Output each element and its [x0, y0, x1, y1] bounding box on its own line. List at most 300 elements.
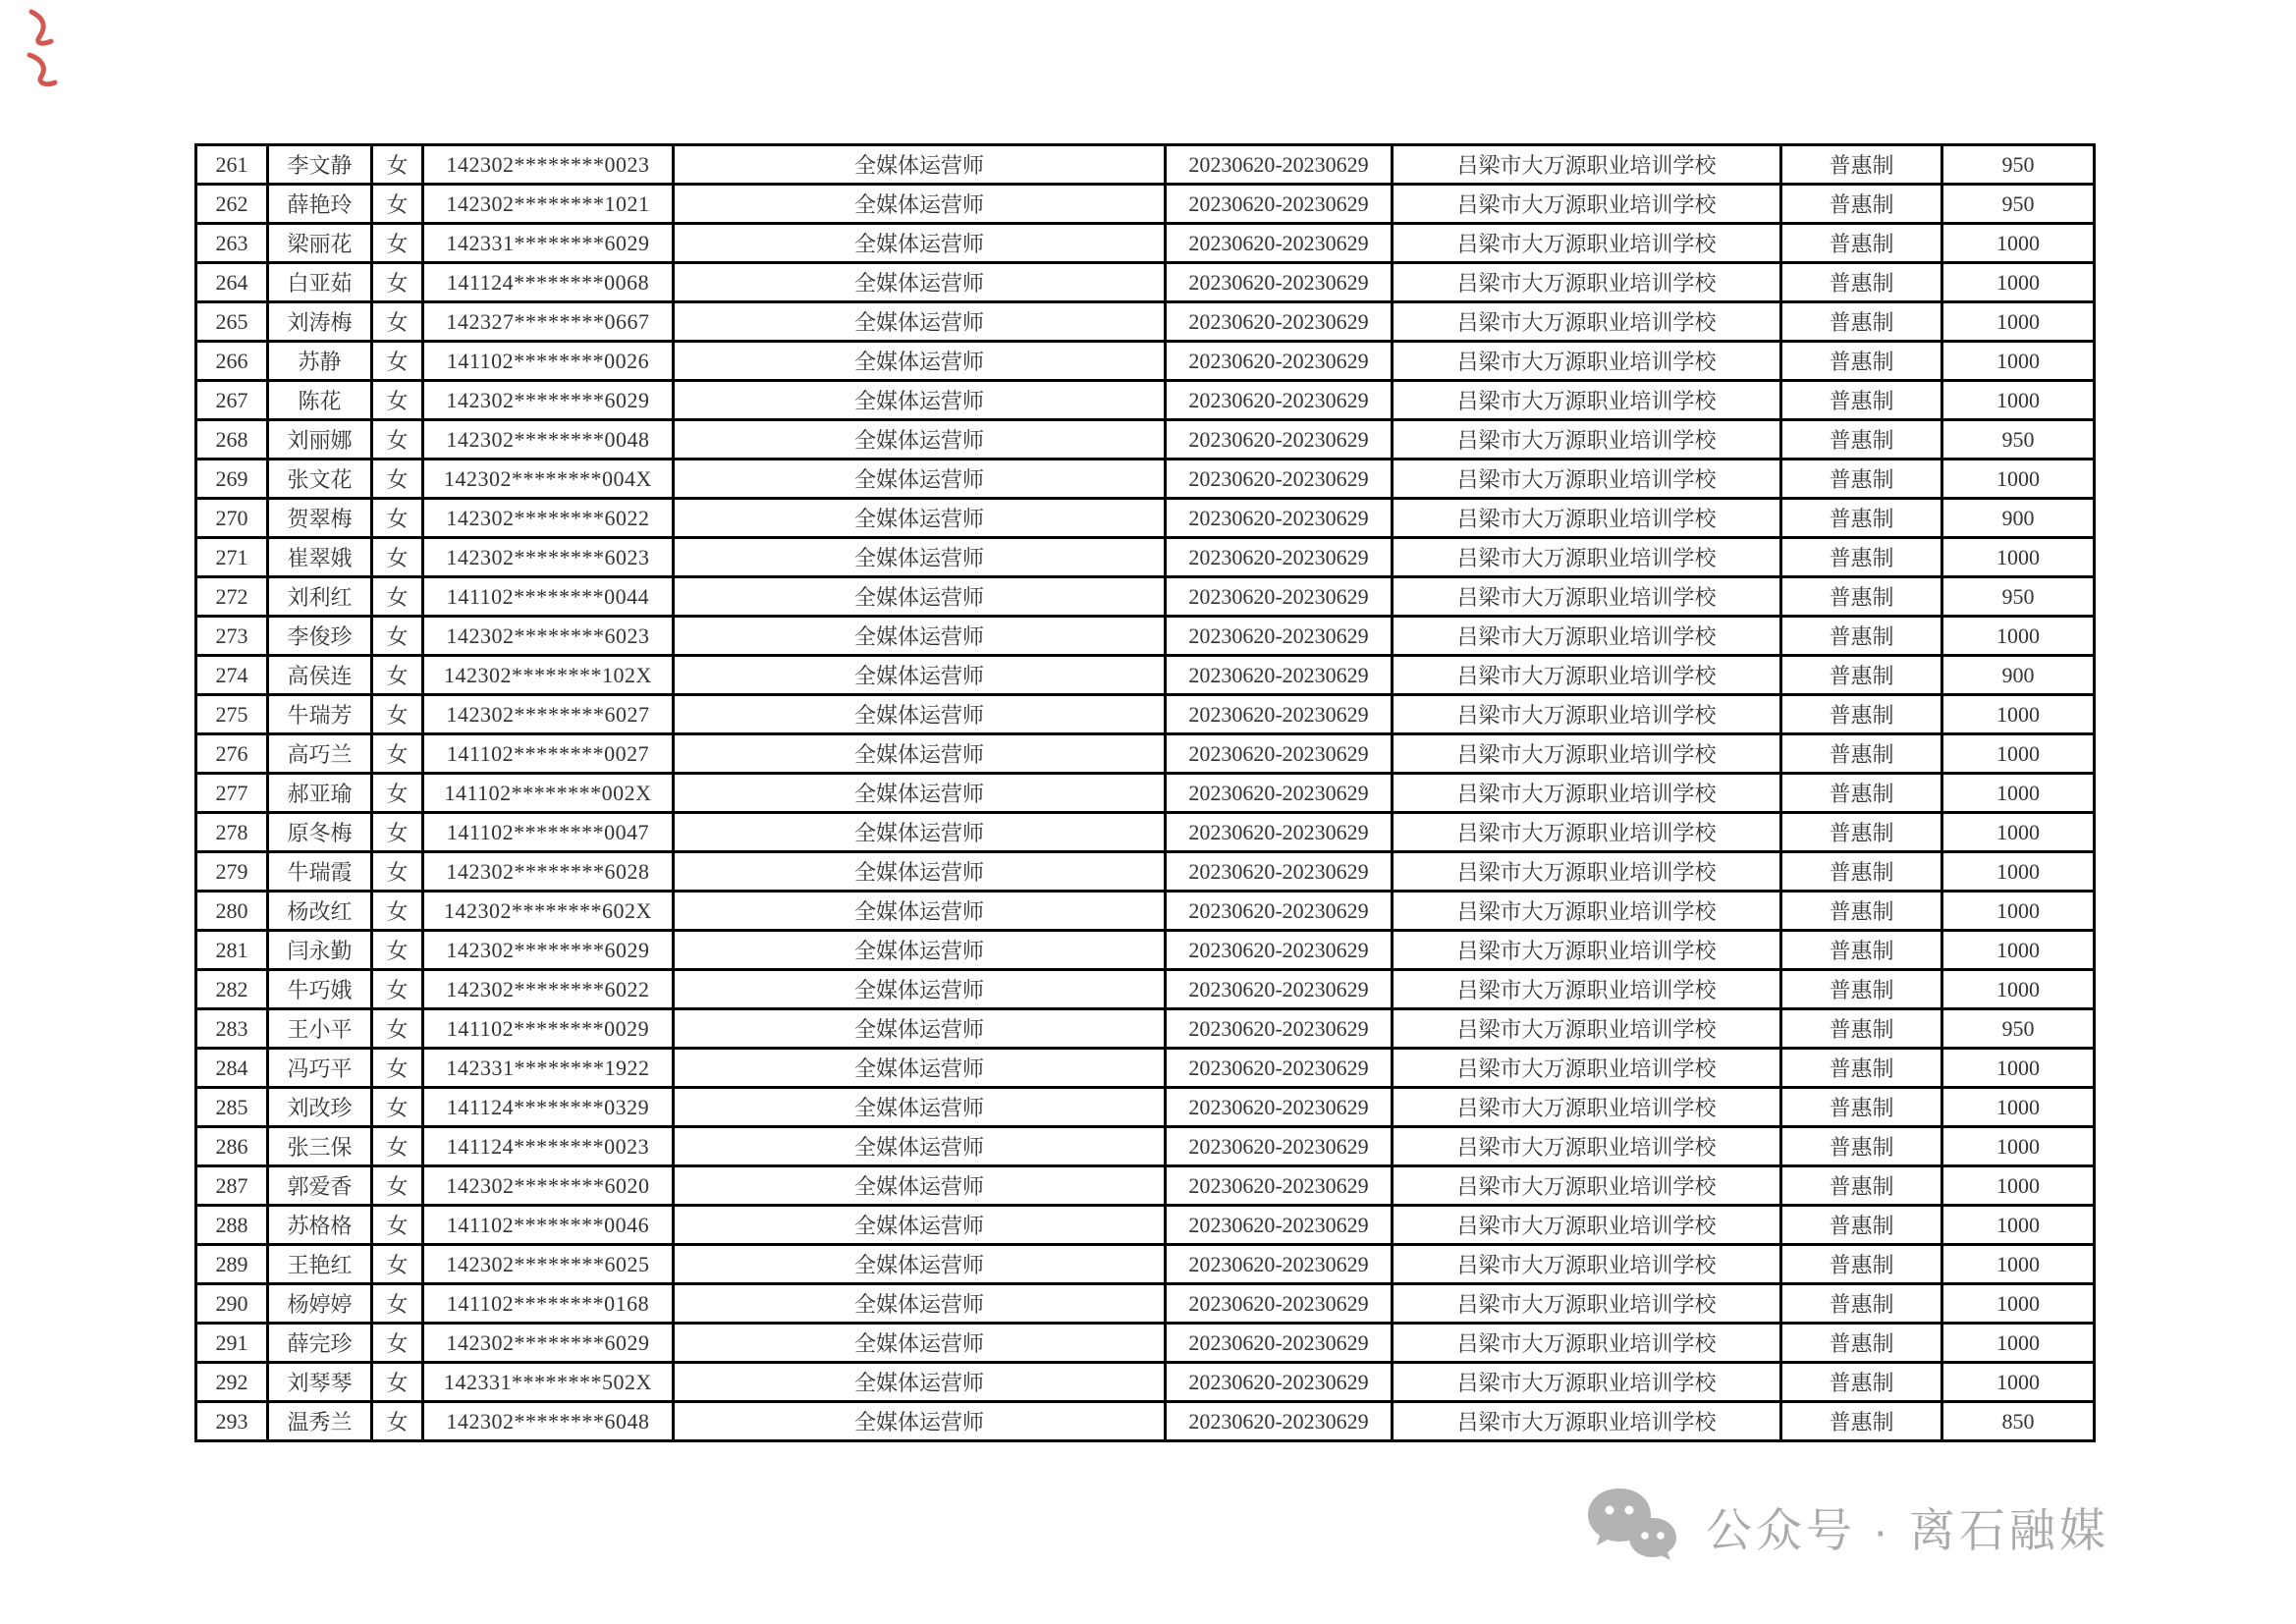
occupation-cell: 全媒体运营师	[674, 185, 1166, 224]
training-school-cell: 吕梁市大万源职业培训学校	[1393, 460, 1781, 499]
id-number-cell: 142331********502X	[423, 1363, 674, 1402]
name-cell: 高巧兰	[268, 734, 372, 774]
row-number-cell: 269	[196, 460, 268, 499]
occupation-cell: 全媒体运营师	[674, 224, 1166, 263]
gender-cell: 女	[372, 1363, 423, 1402]
amount-cell: 1000	[1942, 1245, 2095, 1284]
gender-cell: 女	[372, 1284, 423, 1324]
gender-cell: 女	[372, 342, 423, 381]
occupation-cell: 全媒体运营师	[674, 420, 1166, 460]
amount-cell: 1000	[1942, 617, 2095, 656]
amount-cell: 1000	[1942, 342, 2095, 381]
id-number-cell: 142302********0048	[423, 420, 674, 460]
row-number-cell: 270	[196, 499, 268, 538]
id-number-cell: 142302********6048	[423, 1402, 674, 1441]
row-number-cell: 291	[196, 1324, 268, 1363]
gender-cell: 女	[372, 538, 423, 577]
name-cell: 张文花	[268, 460, 372, 499]
training-school-cell: 吕梁市大万源职业培训学校	[1393, 302, 1781, 342]
table-row	[196, 970, 2095, 1009]
table-row	[196, 1363, 2095, 1402]
gender-cell: 女	[372, 970, 423, 1009]
name-cell: 李文静	[268, 145, 372, 185]
amount-cell: 1000	[1942, 460, 2095, 499]
training-school-cell: 吕梁市大万源职业培训学校	[1393, 656, 1781, 695]
occupation-cell: 全媒体运营师	[674, 1127, 1166, 1166]
table-row	[196, 1402, 2095, 1441]
name-cell: 王艳红	[268, 1245, 372, 1284]
table-row	[196, 656, 2095, 695]
row-number-cell: 274	[196, 656, 268, 695]
training-school-cell: 吕梁市大万源职业培训学校	[1393, 342, 1781, 381]
row-number-cell: 266	[196, 342, 268, 381]
table-row	[196, 892, 2095, 931]
training-period-cell: 20230620-20230629	[1166, 970, 1393, 1009]
gender-cell: 女	[372, 1245, 423, 1284]
id-number-cell: 141102********0046	[423, 1206, 674, 1245]
amount-cell: 1000	[1942, 224, 2095, 263]
training-school-cell: 吕梁市大万源职业培训学校	[1393, 1284, 1781, 1324]
training-type-cell: 普惠制	[1781, 460, 1942, 499]
training-period-cell: 20230620-20230629	[1166, 1363, 1393, 1402]
training-school-cell: 吕梁市大万源职业培训学校	[1393, 1009, 1781, 1049]
occupation-cell: 全媒体运营师	[674, 1009, 1166, 1049]
gender-cell: 女	[372, 1206, 423, 1245]
amount-cell: 1000	[1942, 734, 2095, 774]
table-row	[196, 1284, 2095, 1324]
name-cell: 牛瑞芳	[268, 695, 372, 734]
training-type-cell: 普惠制	[1781, 1402, 1942, 1441]
training-school-cell: 吕梁市大万源职业培训学校	[1393, 931, 1781, 970]
training-school-cell: 吕梁市大万源职业培训学校	[1393, 185, 1781, 224]
name-cell: 刘琴琴	[268, 1363, 372, 1402]
training-period-cell: 20230620-20230629	[1166, 695, 1393, 734]
red-pen-marks	[18, 4, 86, 97]
occupation-cell: 全媒体运营师	[674, 302, 1166, 342]
row-number-cell: 292	[196, 1363, 268, 1402]
training-type-cell: 普惠制	[1781, 931, 1942, 970]
training-type-cell: 普惠制	[1781, 263, 1942, 302]
training-period-cell: 20230620-20230629	[1166, 420, 1393, 460]
table-row	[196, 420, 2095, 460]
training-type-cell: 普惠制	[1781, 617, 1942, 656]
name-cell: 白亚茹	[268, 263, 372, 302]
amount-cell: 1000	[1942, 892, 2095, 931]
table-row	[196, 774, 2095, 813]
row-number-cell: 272	[196, 577, 268, 617]
amount-cell: 1000	[1942, 774, 2095, 813]
training-type-cell: 普惠制	[1781, 1049, 1942, 1088]
id-number-cell: 142302********6025	[423, 1245, 674, 1284]
amount-cell: 950	[1942, 420, 2095, 460]
training-type-cell: 普惠制	[1781, 970, 1942, 1009]
name-cell: 原冬梅	[268, 813, 372, 852]
training-type-cell: 普惠制	[1781, 538, 1942, 577]
row-number-cell: 286	[196, 1127, 268, 1166]
name-cell: 张三保	[268, 1127, 372, 1166]
training-period-cell: 20230620-20230629	[1166, 185, 1393, 224]
name-cell: 刘涛梅	[268, 302, 372, 342]
table-row	[196, 263, 2095, 302]
occupation-cell: 全媒体运营师	[674, 1284, 1166, 1324]
training-type-cell: 普惠制	[1781, 145, 1942, 185]
id-number-cell: 142327********0667	[423, 302, 674, 342]
training-period-cell: 20230620-20230629	[1166, 1324, 1393, 1363]
gender-cell: 女	[372, 852, 423, 892]
id-number-cell: 141102********0027	[423, 734, 674, 774]
table-row	[196, 145, 2095, 185]
table-row	[196, 577, 2095, 617]
row-number-cell: 284	[196, 1049, 268, 1088]
training-type-cell: 普惠制	[1781, 185, 1942, 224]
training-school-cell: 吕梁市大万源职业培训学校	[1393, 892, 1781, 931]
training-school-cell: 吕梁市大万源职业培训学校	[1393, 1049, 1781, 1088]
occupation-cell: 全媒体运营师	[674, 1324, 1166, 1363]
id-number-cell: 142302********602X	[423, 892, 674, 931]
training-period-cell: 20230620-20230629	[1166, 342, 1393, 381]
training-school-cell: 吕梁市大万源职业培训学校	[1393, 1363, 1781, 1402]
gender-cell: 女	[372, 460, 423, 499]
amount-cell: 1000	[1942, 1127, 2095, 1166]
occupation-cell: 全媒体运营师	[674, 577, 1166, 617]
training-period-cell: 20230620-20230629	[1166, 1284, 1393, 1324]
row-number-cell: 275	[196, 695, 268, 734]
occupation-cell: 全媒体运营师	[674, 1363, 1166, 1402]
row-number-cell: 283	[196, 1009, 268, 1049]
row-number-cell: 264	[196, 263, 268, 302]
id-number-cell: 142302********6027	[423, 695, 674, 734]
training-type-cell: 普惠制	[1781, 695, 1942, 734]
training-school-cell: 吕梁市大万源职业培训学校	[1393, 420, 1781, 460]
training-type-cell: 普惠制	[1781, 892, 1942, 931]
training-period-cell: 20230620-20230629	[1166, 656, 1393, 695]
occupation-cell: 全媒体运营师	[674, 1402, 1166, 1441]
table-row	[196, 1206, 2095, 1245]
training-type-cell: 普惠制	[1781, 813, 1942, 852]
table-row	[196, 342, 2095, 381]
amount-cell: 1000	[1942, 302, 2095, 342]
id-number-cell: 141102********0168	[423, 1284, 674, 1324]
training-school-cell: 吕梁市大万源职业培训学校	[1393, 774, 1781, 813]
table-row	[196, 695, 2095, 734]
training-period-cell: 20230620-20230629	[1166, 774, 1393, 813]
occupation-cell: 全媒体运营师	[674, 1088, 1166, 1127]
gender-cell: 女	[372, 656, 423, 695]
table-row	[196, 617, 2095, 656]
training-school-cell: 吕梁市大万源职业培训学校	[1393, 1402, 1781, 1441]
wechat-icon	[1586, 1485, 1680, 1569]
amount-cell: 1000	[1942, 852, 2095, 892]
occupation-cell: 全媒体运营师	[674, 1245, 1166, 1284]
id-number-cell: 142302********6029	[423, 381, 674, 420]
name-cell: 牛巧娥	[268, 970, 372, 1009]
row-number-cell: 281	[196, 931, 268, 970]
training-type-cell: 普惠制	[1781, 734, 1942, 774]
id-number-cell: 141124********0023	[423, 1127, 674, 1166]
id-number-cell: 142302********0023	[423, 145, 674, 185]
gender-cell: 女	[372, 1049, 423, 1088]
row-number-cell: 265	[196, 302, 268, 342]
occupation-cell: 全媒体运营师	[674, 931, 1166, 970]
occupation-cell: 全媒体运营师	[674, 145, 1166, 185]
amount-cell: 900	[1942, 656, 2095, 695]
training-period-cell: 20230620-20230629	[1166, 1245, 1393, 1284]
gender-cell: 女	[372, 263, 423, 302]
amount-cell: 950	[1942, 185, 2095, 224]
training-type-cell: 普惠制	[1781, 1363, 1942, 1402]
training-type-cell: 普惠制	[1781, 1009, 1942, 1049]
training-type-cell: 普惠制	[1781, 852, 1942, 892]
training-type-cell: 普惠制	[1781, 1284, 1942, 1324]
gender-cell: 女	[372, 499, 423, 538]
training-school-cell: 吕梁市大万源职业培训学校	[1393, 577, 1781, 617]
amount-cell: 1000	[1942, 931, 2095, 970]
name-cell: 杨改红	[268, 892, 372, 931]
amount-cell: 1000	[1942, 695, 2095, 734]
training-school-cell: 吕梁市大万源职业培训学校	[1393, 1088, 1781, 1127]
amount-cell: 900	[1942, 499, 2095, 538]
row-number-cell: 276	[196, 734, 268, 774]
training-type-cell: 普惠制	[1781, 499, 1942, 538]
name-cell: 陈花	[268, 381, 372, 420]
name-cell: 牛瑞霞	[268, 852, 372, 892]
amount-cell: 1000	[1942, 1324, 2095, 1363]
table-row	[196, 1324, 2095, 1363]
training-period-cell: 20230620-20230629	[1166, 931, 1393, 970]
training-type-cell: 普惠制	[1781, 224, 1942, 263]
occupation-cell: 全媒体运营师	[674, 538, 1166, 577]
training-type-cell: 普惠制	[1781, 656, 1942, 695]
amount-cell: 950	[1942, 1009, 2095, 1049]
training-type-cell: 普惠制	[1781, 1206, 1942, 1245]
name-cell: 闫永勤	[268, 931, 372, 970]
training-type-cell: 普惠制	[1781, 1166, 1942, 1206]
training-period-cell: 20230620-20230629	[1166, 499, 1393, 538]
table-row	[196, 185, 2095, 224]
gender-cell: 女	[372, 617, 423, 656]
name-cell: 苏格格	[268, 1206, 372, 1245]
id-number-cell: 142331********6029	[423, 224, 674, 263]
name-cell: 刘丽娜	[268, 420, 372, 460]
gender-cell: 女	[372, 1088, 423, 1127]
amount-cell: 1000	[1942, 538, 2095, 577]
id-number-cell: 142331********1922	[423, 1049, 674, 1088]
id-number-cell: 142302********004X	[423, 460, 674, 499]
table-row	[196, 1049, 2095, 1088]
training-period-cell: 20230620-20230629	[1166, 617, 1393, 656]
occupation-cell: 全媒体运营师	[674, 460, 1166, 499]
name-cell: 薛完珍	[268, 1324, 372, 1363]
training-period-cell: 20230620-20230629	[1166, 577, 1393, 617]
row-number-cell: 279	[196, 852, 268, 892]
training-type-cell: 普惠制	[1781, 420, 1942, 460]
name-cell: 杨婷婷	[268, 1284, 372, 1324]
name-cell: 温秀兰	[268, 1402, 372, 1441]
watermark	[1586, 1485, 2109, 1569]
training-school-cell: 吕梁市大万源职业培训学校	[1393, 499, 1781, 538]
gender-cell: 女	[372, 774, 423, 813]
row-number-cell: 282	[196, 970, 268, 1009]
row-number-cell: 278	[196, 813, 268, 852]
table-row	[196, 224, 2095, 263]
table-row	[196, 302, 2095, 342]
table-row	[196, 1245, 2095, 1284]
amount-cell: 850	[1942, 1402, 2095, 1441]
row-number-cell: 261	[196, 145, 268, 185]
training-school-cell: 吕梁市大万源职业培训学校	[1393, 1166, 1781, 1206]
training-type-cell: 普惠制	[1781, 1245, 1942, 1284]
gender-cell: 女	[372, 931, 423, 970]
amount-cell: 1000	[1942, 970, 2095, 1009]
id-number-cell: 142302********6029	[423, 1324, 674, 1363]
training-period-cell: 20230620-20230629	[1166, 1206, 1393, 1245]
id-number-cell: 142302********102X	[423, 656, 674, 695]
row-number-cell: 273	[196, 617, 268, 656]
training-school-cell: 吕梁市大万源职业培训学校	[1393, 695, 1781, 734]
training-period-cell: 20230620-20230629	[1166, 538, 1393, 577]
id-number-cell: 141102********0029	[423, 1009, 674, 1049]
name-cell: 梁丽花	[268, 224, 372, 263]
training-school-cell: 吕梁市大万源职业培训学校	[1393, 1245, 1781, 1284]
occupation-cell: 全媒体运营师	[674, 617, 1166, 656]
table-row	[196, 1088, 2095, 1127]
watermark-text: 公众号 · 离石融媒	[1706, 1503, 2109, 1556]
row-number-cell: 267	[196, 381, 268, 420]
table-row	[196, 381, 2095, 420]
id-number-cell: 142302********6020	[423, 1166, 674, 1206]
occupation-cell: 全媒体运营师	[674, 695, 1166, 734]
id-number-cell: 142302********6022	[423, 970, 674, 1009]
name-cell: 刘改珍	[268, 1088, 372, 1127]
training-period-cell: 20230620-20230629	[1166, 145, 1393, 185]
occupation-cell: 全媒体运营师	[674, 499, 1166, 538]
gender-cell: 女	[372, 813, 423, 852]
training-school-cell: 吕梁市大万源职业培训学校	[1393, 381, 1781, 420]
occupation-cell: 全媒体运营师	[674, 813, 1166, 852]
training-type-cell: 普惠制	[1781, 774, 1942, 813]
training-period-cell: 20230620-20230629	[1166, 1049, 1393, 1088]
training-school-cell: 吕梁市大万源职业培训学校	[1393, 852, 1781, 892]
id-number-cell: 142302********6022	[423, 499, 674, 538]
training-period-cell: 20230620-20230629	[1166, 1127, 1393, 1166]
amount-cell: 1000	[1942, 1284, 2095, 1324]
table-row	[196, 813, 2095, 852]
amount-cell: 1000	[1942, 1363, 2095, 1402]
training-school-cell: 吕梁市大万源职业培训学校	[1393, 617, 1781, 656]
gender-cell: 女	[372, 302, 423, 342]
gender-cell: 女	[372, 1127, 423, 1166]
row-number-cell: 271	[196, 538, 268, 577]
gender-cell: 女	[372, 1324, 423, 1363]
occupation-cell: 全媒体运营师	[674, 852, 1166, 892]
amount-cell: 1000	[1942, 1206, 2095, 1245]
row-number-cell: 287	[196, 1166, 268, 1206]
row-number-cell: 290	[196, 1284, 268, 1324]
table-row	[196, 499, 2095, 538]
training-type-cell: 普惠制	[1781, 302, 1942, 342]
amount-cell: 1000	[1942, 1049, 2095, 1088]
table-row	[196, 1166, 2095, 1206]
id-number-cell: 141102********0047	[423, 813, 674, 852]
id-number-cell: 142302********1021	[423, 185, 674, 224]
training-period-cell: 20230620-20230629	[1166, 224, 1393, 263]
row-number-cell: 289	[196, 1245, 268, 1284]
occupation-cell: 全媒体运营师	[674, 734, 1166, 774]
name-cell: 李俊珍	[268, 617, 372, 656]
table-row	[196, 460, 2095, 499]
id-number-cell: 141102********002X	[423, 774, 674, 813]
gender-cell: 女	[372, 1166, 423, 1206]
name-cell: 薛艳玲	[268, 185, 372, 224]
table-row	[196, 931, 2095, 970]
row-number-cell: 263	[196, 224, 268, 263]
row-number-cell: 293	[196, 1402, 268, 1441]
gender-cell: 女	[372, 420, 423, 460]
row-number-cell: 280	[196, 892, 268, 931]
gender-cell: 女	[372, 892, 423, 931]
occupation-cell: 全媒体运营师	[674, 342, 1166, 381]
amount-cell: 1000	[1942, 813, 2095, 852]
roster-table-container	[194, 143, 2096, 1442]
training-type-cell: 普惠制	[1781, 577, 1942, 617]
occupation-cell: 全媒体运营师	[674, 1049, 1166, 1088]
gender-cell: 女	[372, 695, 423, 734]
training-school-cell: 吕梁市大万源职业培训学校	[1393, 1127, 1781, 1166]
training-period-cell: 20230620-20230629	[1166, 892, 1393, 931]
amount-cell: 950	[1942, 577, 2095, 617]
id-number-cell: 142302********6029	[423, 931, 674, 970]
id-number-cell: 142302********6028	[423, 852, 674, 892]
occupation-cell: 全媒体运营师	[674, 970, 1166, 1009]
id-number-cell: 141102********0026	[423, 342, 674, 381]
training-school-cell: 吕梁市大万源职业培训学校	[1393, 263, 1781, 302]
training-period-cell: 20230620-20230629	[1166, 1166, 1393, 1206]
training-school-cell: 吕梁市大万源职业培训学校	[1393, 145, 1781, 185]
row-number-cell: 268	[196, 420, 268, 460]
training-roster-table	[194, 143, 2096, 1442]
training-school-cell: 吕梁市大万源职业培训学校	[1393, 538, 1781, 577]
gender-cell: 女	[372, 185, 423, 224]
training-school-cell: 吕梁市大万源职业培训学校	[1393, 1206, 1781, 1245]
name-cell: 刘利红	[268, 577, 372, 617]
training-period-cell: 20230620-20230629	[1166, 813, 1393, 852]
name-cell: 贺翠梅	[268, 499, 372, 538]
row-number-cell: 277	[196, 774, 268, 813]
occupation-cell: 全媒体运营师	[674, 892, 1166, 931]
name-cell: 郝亚瑜	[268, 774, 372, 813]
training-period-cell: 20230620-20230629	[1166, 460, 1393, 499]
training-period-cell: 20230620-20230629	[1166, 852, 1393, 892]
occupation-cell: 全媒体运营师	[674, 263, 1166, 302]
gender-cell: 女	[372, 1402, 423, 1441]
training-type-cell: 普惠制	[1781, 1324, 1942, 1363]
table-row	[196, 538, 2095, 577]
id-number-cell: 141124********0068	[423, 263, 674, 302]
occupation-cell: 全媒体运营师	[674, 381, 1166, 420]
gender-cell: 女	[372, 577, 423, 617]
training-school-cell: 吕梁市大万源职业培训学校	[1393, 734, 1781, 774]
name-cell: 高侯连	[268, 656, 372, 695]
occupation-cell: 全媒体运营师	[674, 1206, 1166, 1245]
name-cell: 郭爱香	[268, 1166, 372, 1206]
row-number-cell: 285	[196, 1088, 268, 1127]
gender-cell: 女	[372, 1009, 423, 1049]
training-period-cell: 20230620-20230629	[1166, 302, 1393, 342]
amount-cell: 1000	[1942, 1088, 2095, 1127]
table-row	[196, 852, 2095, 892]
name-cell: 王小平	[268, 1009, 372, 1049]
training-type-cell: 普惠制	[1781, 1127, 1942, 1166]
